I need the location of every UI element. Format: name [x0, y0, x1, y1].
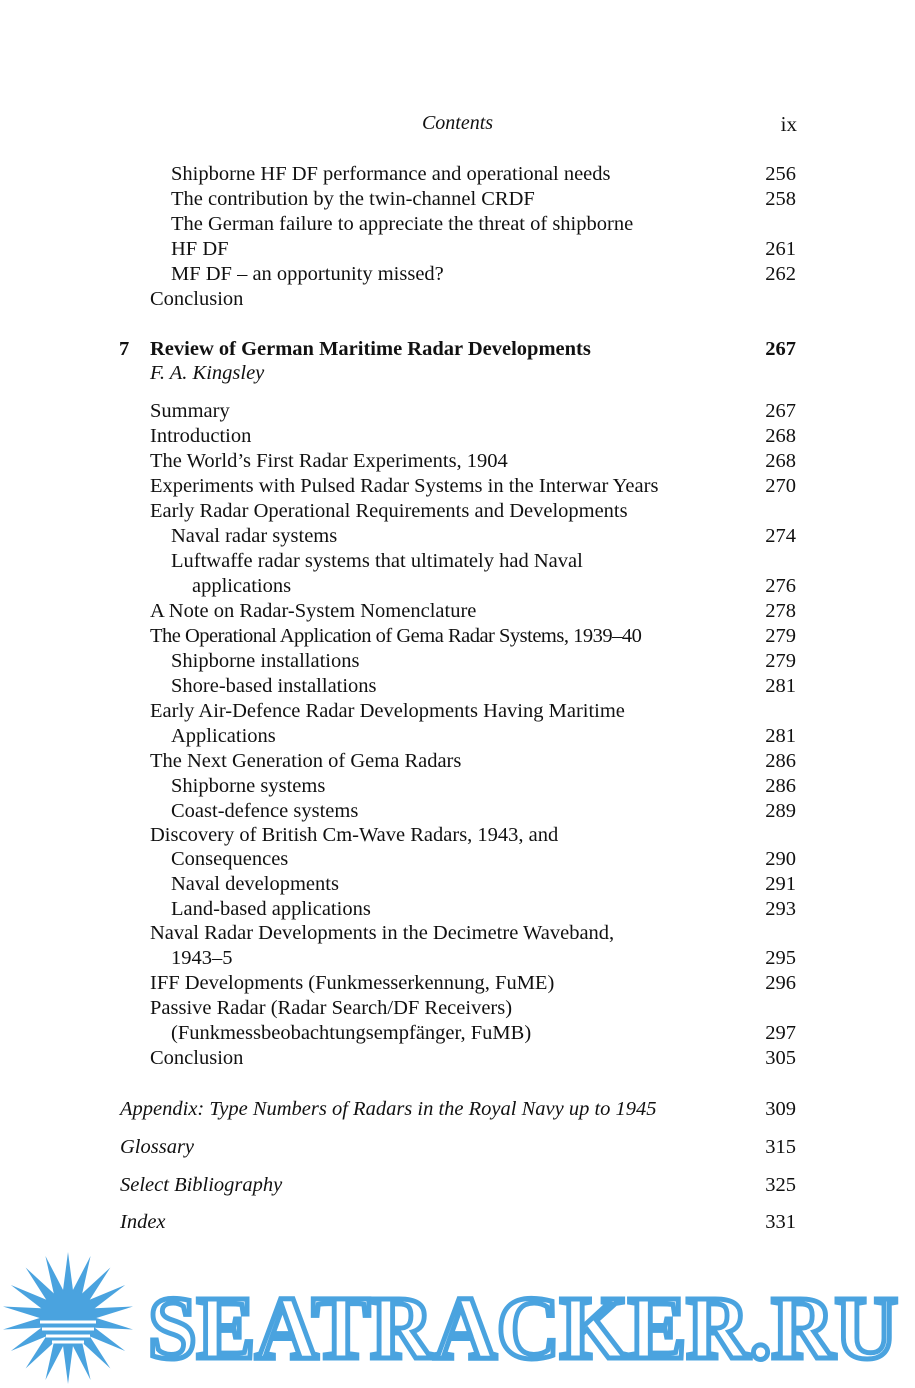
watermark-text: SEATRACKER.RU: [148, 1279, 898, 1378]
running-header-title: Contents: [421, 112, 494, 134]
sun-logo-icon: [2, 1252, 134, 1384]
toc-page: Contents ix Shipborne HF DF performance and operational needs 256 The contribution by the twin-channel CRDF 258 The German failure to appreciate the threat of shipborne HF DF 261 MF DF – an opportunity missed? 262 Conclusion 7 Review of German Maritime Radar Developments 267 F. A. Kingsley Summary 267 Introduction 268 The World’s First Radar Experiments, 1904 268 Experiments with Pulsed Radar Systems in the Interwar Years 270 Early Radar Operational Requirements and Developments Naval radar systems 274 Luftwaffe radar systems that ultimately had Naval applications 276 A Note on Radar-System Nomenclature 278 The Operational Application of Gema Radar Systems, 1939–40 279 Shipborne installations 279 Shore-based installations 281 Early Air-Defence Radar Developments Having Maritime Applications 281 The Next Generation of Gema Radars 286 Shipborne systems 286 Coast-defence systems 289 Discovery of British Cm-Wave Radars, 1943, and Consequences 290 Naval developments 291 Land-based applications 293 Naval Radar Developments in the Decimetre Waveband, 1943–5 295 IFF Developments (Funkmesserkennung, FuME) 296 Passive Radar (Radar Search/DF Receivers) (Funkmessbeobachtungsempfänger, FuMB) 297 Conclusion 305 Appendix: Type Numbers of Radars in the Royal Navy up to 1945 309 Glossary 315 Select Bibliography 325 Index 331 SEATRACKER.RU: [0, 0, 915, 1388]
watermark-logo: [0, 1250, 915, 1388]
running-header-page-number: ix: [780, 112, 797, 136]
